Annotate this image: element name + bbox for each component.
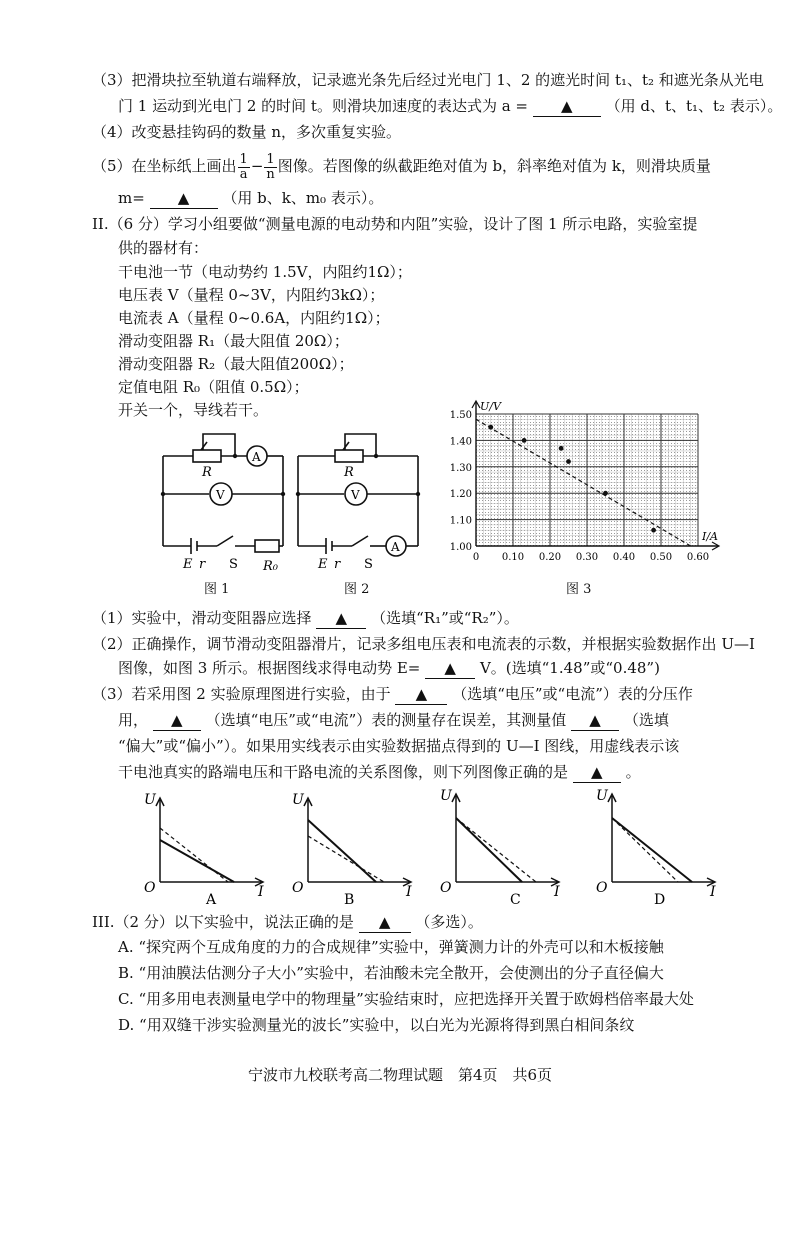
svg-text:r: r [334, 557, 341, 572]
option-graph-c[interactable] [436, 786, 571, 908]
data-point [566, 459, 571, 464]
ui-chart [440, 398, 730, 573]
data-point [603, 491, 608, 496]
q3-line2: 门 1 运动到光电门 2 的时间 t。则滑块加速度的表达式为 a = ▲ （用 d、t、t₁、t₂ 表示）。 [118, 97, 783, 115]
answer-blank[interactable]: ▲ [573, 762, 621, 783]
data-point [522, 438, 527, 443]
part2-intro-line2: 供的器材有： [118, 239, 209, 257]
y-tick-label: 1.50 [449, 410, 472, 421]
part2-q1: （1）实验中，滑动变阻器应选择 ▲ （选填“R₁”或“R₂”）。 [92, 609, 519, 627]
svg-text:E: E [318, 557, 328, 572]
answer-blank[interactable]: ▲ [425, 658, 475, 679]
x-axis-label: I/A [702, 530, 718, 543]
equipment-item: 滑动变阻器 R₂（最大阻值200Ω）； [118, 355, 354, 373]
data-point [651, 528, 656, 533]
y-tick-label: 1.40 [449, 436, 472, 448]
circuit-figure-1 [155, 428, 290, 578]
svg-text:I: I [406, 884, 412, 900]
equipment-item: 滑动变阻器 R₁（最大阻值 20Ω）； [118, 332, 349, 350]
x-tick-label: 0 [472, 552, 480, 563]
equipment-item: 定值电阻 R₀（阻值 0.5Ω）； [118, 378, 309, 396]
svg-text:R: R [344, 465, 354, 480]
rheostat-symbol [335, 450, 363, 462]
option-graph-a[interactable] [140, 790, 275, 908]
part3-intro: III.（2 分）以下实验中，说法正确的是 ▲ （多选）。 [92, 913, 483, 931]
equipment-item: 电压表 V（量程 0~3V，内阻约3kΩ）； [118, 286, 385, 304]
equipment-item: 开关一个，导线若干。 [118, 401, 269, 419]
x-tick-label: 0.40 [612, 552, 636, 563]
svg-text:U: U [292, 792, 304, 808]
answer-blank[interactable]: ▲ [316, 608, 366, 629]
svg-text:O: O [596, 880, 608, 896]
svg-text:S: S [229, 557, 238, 572]
svg-text:r: r [199, 557, 206, 572]
answer-blank[interactable]: ▲ [153, 710, 201, 731]
circuit-figure-2 [290, 428, 425, 578]
option-graph-b[interactable] [288, 790, 423, 908]
answer-blank[interactable]: ▲ [395, 684, 447, 705]
svg-text:E: E [183, 557, 193, 572]
option-graph-d[interactable] [592, 786, 727, 908]
part2-intro-line1: II.（6 分）学习小组要做“测量电源的电动势和内阻”实验，设计了图 1 所示电路，实验室提 [92, 215, 698, 233]
svg-text:U: U [440, 788, 452, 804]
svg-text:I: I [258, 884, 264, 900]
x-tick-label: 0.20 [538, 552, 562, 563]
q4-line: （4）改变悬挂钩码的数量 n，多次重复实验。 [92, 123, 401, 141]
equipment-item: 电流表 A（量程 0~0.6A，内阻约1Ω）； [118, 309, 390, 327]
y-axis-label: U/V [480, 400, 501, 413]
svg-text:A: A [252, 450, 261, 464]
svg-text:C: C [510, 892, 521, 908]
figure-1-caption: 图 1 [204, 582, 230, 597]
y-tick-label: 1.30 [449, 462, 472, 474]
svg-text:R: R [202, 465, 212, 480]
svg-text:I: I [710, 884, 716, 900]
svg-text:B: B [344, 892, 355, 908]
y-tick-label: 1.10 [449, 515, 472, 527]
rheostat-symbol [193, 450, 221, 462]
y-tick-label: 1.20 [449, 489, 472, 501]
answer-blank[interactable]: ▲ [571, 710, 619, 731]
svg-text:O: O [440, 880, 452, 896]
part3-option-c[interactable]: C. “用多用电表测量电学中的物理量”实验结束时，应把选择开关置于欧姆档倍率最大处 [118, 990, 694, 1008]
svg-text:A: A [391, 540, 400, 554]
figure-2-caption: 图 2 [344, 582, 370, 597]
answer-blank[interactable]: ▲ [359, 912, 411, 933]
q5-line1: （5）在坐标纸上画出 $\frac{1}{a}$ − $\frac{1}{n}$ 图像。若图像的纵截距绝对值为 b，斜率绝对值为 k，则滑块质量 [92, 151, 711, 182]
x-tick-label: 0.10 [501, 552, 525, 563]
resistor-r0-symbol [255, 540, 279, 552]
part3-option-a[interactable]: A. “探究两个互成角度的力的合成规律”实验中，弹簧测力计的外壳可以和木板接触 [118, 938, 664, 956]
figure-3-caption: 图 3 [566, 582, 592, 597]
answer-blank[interactable]: ▲ [533, 96, 601, 117]
svg-text:U: U [596, 788, 608, 804]
x-tick-label: 0.60 [686, 552, 710, 563]
x-tick-label: 0.30 [575, 552, 599, 563]
part3-option-b[interactable]: B. “用油膜法估测分子大小”实验中，若油酸未完全散开，会使测出的分子直径偏大 [118, 964, 664, 982]
part2-q3-line1: （3）若采用图 2 实验原理图进行实验，由于 ▲ （选填“电压”或“电流”）表的分压作 [92, 685, 693, 703]
q5-line2: m= ▲ （用 b、k、m₀ 表示）。 [118, 189, 384, 207]
equipment-item: 干电池一节（电动势约 1.5V，内阻约1Ω）； [118, 263, 412, 281]
part2-q2-line1: （2）正确操作，调节滑动变阻器滑片，记录多组电压表和电流表的示数，并根据实验数据作出 U—I [92, 635, 755, 653]
answer-blank[interactable]: ▲ [150, 188, 218, 209]
part2-q3-line4: 干电池真实的路端电压和干路电流的关系图像，则下列图像正确的是 ▲ 。 [118, 763, 641, 781]
svg-text:O: O [144, 880, 156, 896]
part2-q3-line3: “偏大”或“偏小”）。如果用实线表示由实验数据描点得到的 U—I 图线，用虚线表示该 [118, 737, 680, 755]
part2-q3-line2: 用， ▲ （选填“电压”或“电流”）表的测量存在误差，其测量值 ▲ （选填 [118, 711, 669, 729]
data-point [488, 425, 493, 430]
part2-q2-line2: 图像，如图 3 所示。根据图线求得电动势 E= ▲ V。(选填“1.48”或“0.48”) [118, 659, 660, 677]
data-point [559, 446, 564, 451]
svg-text:I: I [554, 884, 560, 900]
svg-text:V: V [216, 488, 225, 502]
svg-text:S: S [364, 557, 373, 572]
x-tick-label: 0.50 [649, 552, 673, 563]
svg-text:A: A [206, 892, 217, 908]
svg-text:U: U [144, 792, 156, 808]
svg-text:D: D [654, 892, 666, 908]
y-tick-label: 1.00 [449, 542, 472, 553]
fraction-1-over-a: $\frac{1}{a}$ [239, 151, 248, 182]
page-footer: 宁波市九校联考高二物理试题 第4页 共6页 [247, 1066, 553, 1084]
svg-text:O: O [292, 880, 304, 896]
q3-line1: （3）把滑块拉至轨道右端释放，记录遮光条先后经过光电门 1、2 的遮光时间 t₁、t₂ 和遮光条从光电 [92, 71, 764, 89]
svg-text:V: V [351, 488, 360, 502]
part3-option-d[interactable]: D. “用双缝干涉实验测量光的波长”实验中，以白光为光源将得到黑白相间条纹 [118, 1016, 635, 1034]
fraction-1-over-n: $\frac{1}{n}$ [266, 151, 275, 182]
svg-text:R₀: R₀ [263, 559, 278, 574]
